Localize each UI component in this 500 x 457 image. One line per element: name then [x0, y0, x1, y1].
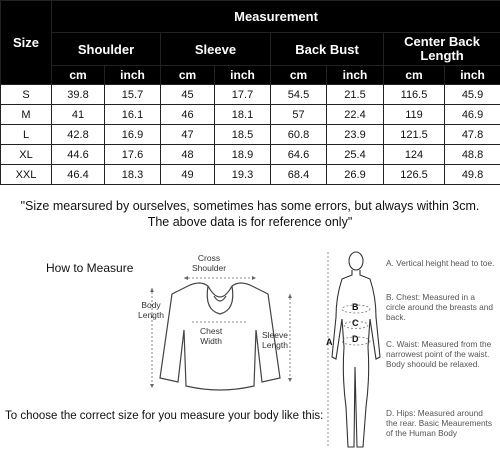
column-header-back-bust: Back Bust [271, 33, 384, 66]
choose-size-instruction: To choose the correct size for you measure your body like this: [5, 410, 324, 422]
table-cell: 22.4 [327, 105, 384, 125]
table-cell: 41 [52, 105, 105, 125]
marker-a: A [326, 337, 333, 347]
table-cell: 16.9 [105, 125, 161, 145]
table-row [1, 125, 500, 145]
sleeve-length-label: Sleeve Length [262, 330, 288, 350]
table-cell: 48 [161, 145, 215, 165]
legend-text: C. Waist: Measured from the narrowest point of the waist. Body shoould be relaxed. [386, 339, 492, 369]
chest-width-label: Chest Width [200, 326, 223, 346]
size-chart-table [0, 0, 500, 185]
table-cell: 68.4 [271, 165, 327, 185]
table-cell: 18.1 [215, 105, 271, 125]
table-cell: 49.8 [445, 165, 500, 185]
marker-b: B [352, 302, 359, 312]
body-figure-diagram [320, 247, 390, 455]
table-cell: 45 [161, 85, 215, 105]
unit-cell: inch [215, 66, 271, 85]
size-cell: L [1, 125, 52, 145]
how-to-measure-title: How to Measure [46, 261, 134, 275]
table-cell: 26.9 [327, 165, 384, 185]
table-cell: 25.4 [327, 145, 384, 165]
body-length-label: Body Length [138, 300, 164, 320]
legend-text: B. Chest: Measured in a circle around the breasts and back. [386, 292, 494, 322]
table-cell: 47 [161, 125, 215, 145]
legend-item-waist [386, 339, 496, 369]
table-cell: 49 [161, 165, 215, 185]
measurement-note [0, 198, 500, 230]
table-cell: 121.5 [384, 125, 445, 145]
table-cell: 45.9 [445, 85, 500, 105]
cross-shoulder-label: Cross Shoulder [192, 253, 227, 273]
table-cell: 44.6 [52, 145, 105, 165]
table-cell: 17.7 [215, 85, 271, 105]
table-cell: 116.5 [384, 85, 445, 105]
table-cell: 42.8 [52, 125, 105, 145]
size-cell: XL [1, 145, 52, 165]
table-cell: 18.3 [105, 165, 161, 185]
legend-text: A. Vertical height head to toe. [386, 258, 495, 268]
note-line-1: "Size mearsured by ourselves, sometimes has some errors, but always within 3cm. [20, 199, 480, 213]
table-cell: 47.8 [445, 125, 500, 145]
table-cell: 54.5 [271, 85, 327, 105]
table-cell: 46 [161, 105, 215, 125]
column-header-sleeve: Sleeve [161, 33, 271, 66]
size-cell: M [1, 105, 52, 125]
marker-c: C [352, 318, 359, 328]
table-cell: 119 [384, 105, 445, 125]
unit-cell: cm [52, 66, 105, 85]
unit-cell: cm [384, 66, 445, 85]
unit-cell: cm [161, 66, 215, 85]
legend-text: D. Hips: Measured around the rear. Basic Meaurements of the Human Body [386, 408, 493, 438]
column-header-center-back-length: Center Back Length [384, 33, 500, 66]
table-cell: 48.8 [445, 145, 500, 165]
table-cell: 46.4 [52, 165, 105, 185]
table-cell: 57 [271, 105, 327, 125]
table-cell: 18.9 [215, 145, 271, 165]
unit-cell: cm [271, 66, 327, 85]
table-cell: 39.8 [52, 85, 105, 105]
legend-item-chest [386, 292, 496, 322]
table-cell: 17.6 [105, 145, 161, 165]
table-row [1, 165, 500, 185]
measurement-header: Measurement [52, 1, 500, 33]
table-cell: 16.1 [105, 105, 161, 125]
legend-item-height [386, 258, 496, 268]
legend-item-hips [386, 408, 496, 438]
table-cell: 60.8 [271, 125, 327, 145]
table-cell: 19.3 [215, 165, 271, 185]
size-cell: S [1, 85, 52, 105]
table-row [1, 85, 500, 105]
note-line-2: The above data is for reference only" [147, 215, 353, 229]
column-header-shoulder: Shoulder [52, 33, 161, 66]
table-cell: 64.6 [271, 145, 327, 165]
size-header: Size [1, 1, 52, 85]
table-cell: 124 [384, 145, 445, 165]
unit-cell: inch [105, 66, 161, 85]
size-cell: XXL [1, 165, 52, 185]
table-row [1, 145, 500, 165]
unit-cell: inch [327, 66, 384, 85]
table-cell: 126.5 [384, 165, 445, 185]
table-cell: 23.9 [327, 125, 384, 145]
unit-cell: inch [445, 66, 500, 85]
table-cell: 46.9 [445, 105, 500, 125]
marker-d: D [352, 334, 359, 344]
table-cell: 21.5 [327, 85, 384, 105]
table-cell: 18.5 [215, 125, 271, 145]
table-row [1, 105, 500, 125]
table-cell: 15.7 [105, 85, 161, 105]
